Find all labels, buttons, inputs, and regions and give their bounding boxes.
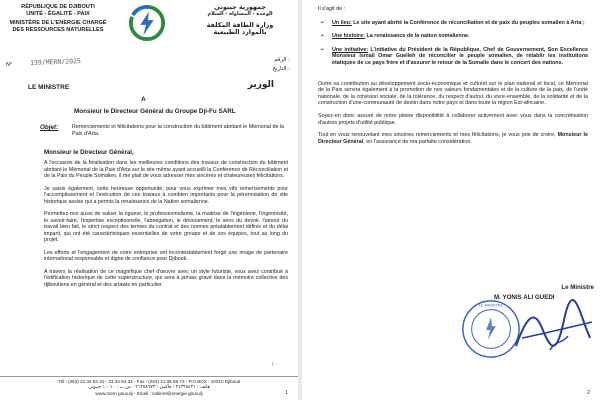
- recipient: Monsieur le Directeur Général du Groupe Dji-Fu SARL: [74, 108, 236, 115]
- header-right-line: بالموارد الطبيعية: [213, 28, 267, 37]
- bullet-text: Le site ayant abrité la Conférence de réconciliation et de paix du peuples somalien à Arta ;: [353, 19, 585, 26]
- ministry-logo-icon: [128, 4, 166, 42]
- subject-text: Remerciements et félicitations pour la construction du bâtiment abritant le Mémorial de la Paix d'Arta.: [72, 124, 285, 137]
- letter-page-1: [0, 0, 298, 400]
- stamp-text: LE MINISTRE: [478, 302, 504, 308]
- header-left-line: RÉPUBLIQUE DE DJIBOUTI: [21, 4, 95, 10]
- arabic-number-field: الرقم :: [274, 57, 290, 63]
- bullet-label: Une histoire:: [332, 33, 365, 40]
- header-left-line: DES RESSOURCES NATURELLES: [12, 26, 104, 33]
- header-right-line: جمهورية جيبوتي: [214, 3, 266, 11]
- body-paragraph: A travers la réalisation de ce magnifique chef d'œuvre avec un style futuriste, vous avez contribué à l'édification historique de cette superstructure, qui sera à jamais gravé dans la mémoire collective des djiboutiens en général et des artawis en particulier.: [44, 268, 288, 288]
- footer: [0, 376, 298, 397]
- initials-mark: ١٠: [270, 361, 278, 368]
- letter-body: [44, 160, 288, 294]
- subject-label: Objet:: [40, 124, 59, 131]
- header-left: [8, 4, 108, 33]
- bullet-item: [318, 20, 588, 27]
- arabic-date-field: التاريخ :: [272, 66, 290, 72]
- closing-emphasis: Monsieur le Directeur Général: [318, 132, 588, 145]
- bullet-label: Un lieu:: [332, 19, 352, 26]
- salutation: Monsieur le Directeur Général,: [44, 149, 134, 156]
- page-number: 2: [587, 390, 590, 396]
- letter-page-2: [302, 0, 600, 400]
- footer-line: هاتف : ٢١٣٢٥٤٣١ - فاكس : ٢١٣٥٨٦٧٣ - ص.ب : ١٠٠١٠ جيبوتي: [88, 385, 210, 390]
- body-paragraph: A l'occasion de la finalisation dans les meilleures conditions des travaux de construction du bâtiment abritant le Mémorial de la Paix d'Arta sur le site même ayant accueilli la Conférence de Réconciliation et de la Paix du Peuple Somalien, il me plait de vous adresser mes sincères et chaleureuses félicitations.: [44, 160, 288, 179]
- bullet-text: La renaissance de la nation somalienne.: [366, 33, 470, 40]
- footer-line: Tél : (253) 21 32 54 31 - 21 32 54 34 - Fax : (253) 21 35 86 73 - P.O.BOX : 10010 Djibouti: [57, 379, 241, 384]
- sender-title: LE MINISTRE: [28, 84, 70, 91]
- addressee-marker: A: [141, 96, 146, 103]
- header-left-line: UNITÉ - ÉGALITÉ - PAIX: [26, 10, 90, 17]
- signature-title: Le Ministre: [561, 284, 594, 291]
- body-paragraph: Outre sa contribution au développement socio-économique et culturel sur le plan national et local, ce Mémorial de la Paix servira également à la promotion de nos valeurs fondamentales et de la culture de la paix, de l'unité nationale, de la cohésion sociale, de la tolérance, du respect d'autrui, du vivre-ensemble, de la solidarité et de la construction d'une-communauté de destin dans notre pays et dans toute la région Est-africaine.: [318, 80, 588, 107]
- body-paragraph: Les efforts et l'engagement de votre entreprise ont incontestablement forgé une image de partenaire international responsable et digne de confiance pour Djibouti.: [44, 249, 288, 262]
- footer-line: www.mern.gouv.dj - Email : cabinet@energie.gouv.dj: [95, 391, 203, 396]
- body-paragraph: Soyez-en donc assuré de notre pleine disponibilité à collaborer activement avec vous dans la concrétisation d'autres projets d'utilité publique.: [318, 112, 588, 126]
- header-right-line: وزارة الطاقة المكلفة: [206, 20, 274, 29]
- bullet-item: [318, 47, 588, 67]
- bullet-label: Une initiative:: [332, 46, 369, 53]
- body-paragraph: Tout en vous renouvelant mes sincères remerciements et mes félicitations, je vous prie de croire, Monsieur le Directeur Général, en l'assurance de ma parfaite considération.: [318, 132, 588, 145]
- signatory-name: M. YONIS ALI GUEDI: [494, 294, 555, 301]
- handwritten-signature-icon: [512, 298, 594, 362]
- page-number: 1: [285, 390, 288, 396]
- sender-title-arabic: الوزير: [247, 80, 274, 90]
- body-paragraph: Je saisis également, cette heureuse opportunité, pour vous exprimer mes vifs remerciements pour l'accomplissement et l'exécution de ces travaux à combien importants pour la pérennisation de site historique assise qui a permis la renaissance de la Nation somalienne.: [44, 185, 288, 205]
- header-left-line: MINISTÈRE DE L'ENERGIE CHARGÉ: [9, 20, 107, 27]
- intro-text: Il s'agit de :: [318, 6, 346, 12]
- header-right-line: الوحدة - المساواة - السلام: [207, 11, 273, 18]
- bullet-item: [318, 33, 588, 40]
- reference-number: 139/MERN/2025: [29, 57, 81, 67]
- header-right: [190, 4, 290, 37]
- letter-body-2: [318, 6, 588, 151]
- bullet-text: L'initiative du Président de la République, Chef de Gouvernement, Son Excellence Monsieur Ismail Omar Guelleh de réconcilier le peuple somalien, de rétablir les institutions étatiques de ce pays frère et d'assurer le retour de la Somalie dans le concert des nations.: [332, 46, 588, 66]
- body-paragraph: Permettez-moi aussi de saluer la rigueur, le professionnalisme, la maitrise de l'ingénierie, l'ingéniosité, le savoir-faire, l'expertise exceptionnelle, l'abnégation, le dévouement, le sens du devoir, l'amour du travail bien fait, le strict respect des termes du contrat et des normes préalablement définis et du délai imparti, qui ont été caractéristiques essentielles de votre groupe et de vos équipes, tout au long du projet.: [44, 211, 288, 243]
- arabic-fields: [272, 56, 290, 74]
- reference-label: N°: [6, 62, 13, 68]
